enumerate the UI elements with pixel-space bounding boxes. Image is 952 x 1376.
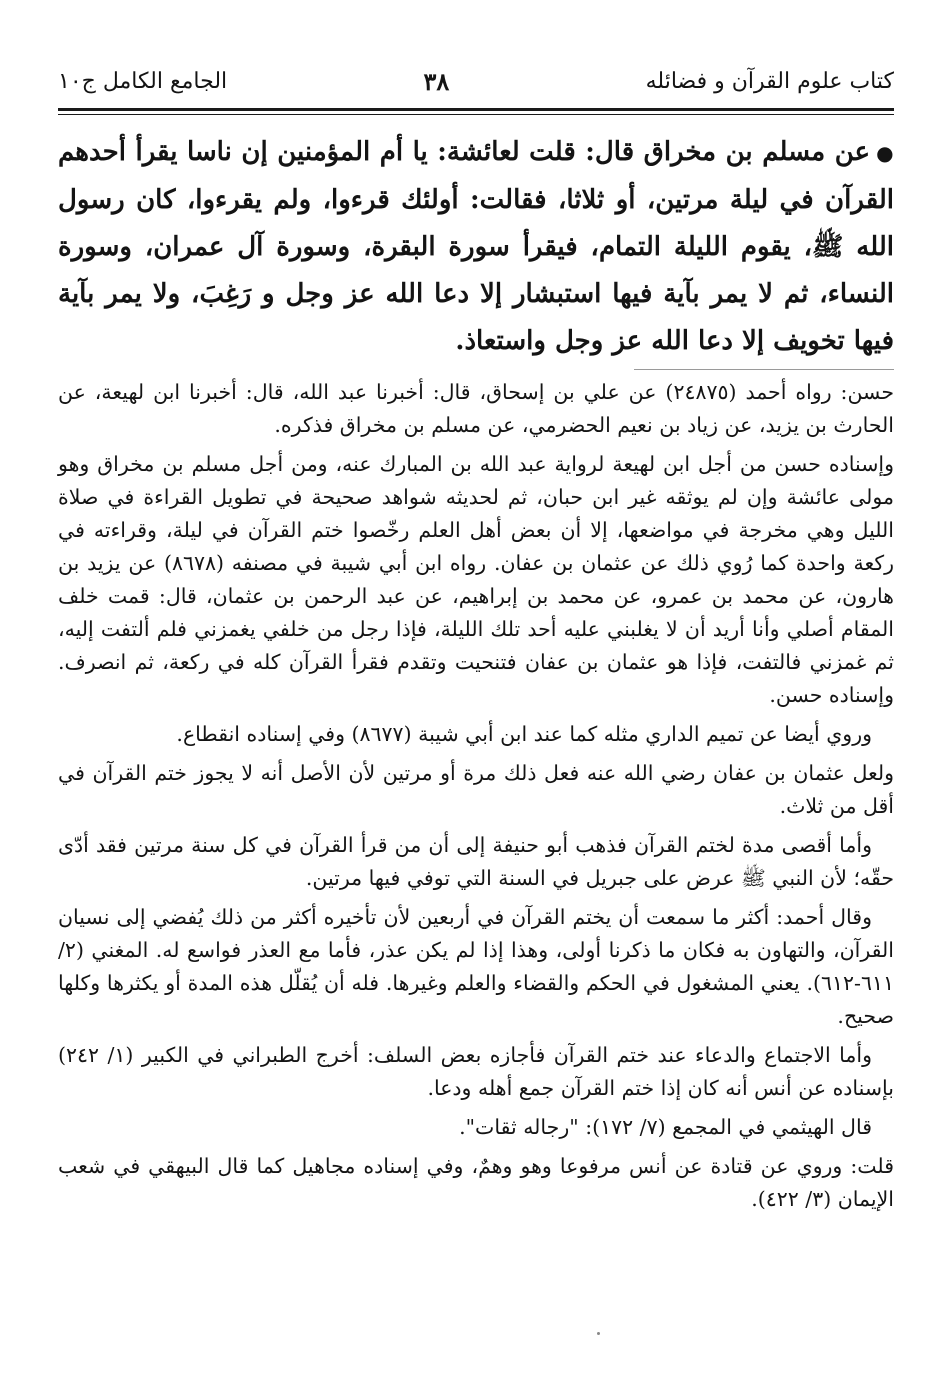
volume-title: الجامع الكامل ج١٠ [58,69,228,94]
page-number: ٣٨ [423,67,450,96]
commentary-paragraph: وإسناده حسن من أجل ابن لهيعة لرواية عبد الله بن المبارك عنه، ومن أجل مسلم بن مخراق وهو مولى عائشة وإن لم يوثقه غير ابن حبان، ثم لحديثه شواهد صحيحة في تطويل القراءة في صلاة الليل وهي مخرجة في مواضعها، إلا أن بعض أهل العلم رخّصوا ختم القرآن في ليلة، وقراءته في ركعة واحدة كما رُوي ذلك عن عثمان بن عفان. رواه ابن أبي شيبة في مصنفه (٨٦٧٨) عن يزيد بن هارون، عن محمد بن عمرو، عن محمد بن إبراهيم، عن عبد الرحمن بن عثمان، قال: قمت خلف المقام أصلي وأنا أريد أن لا يغلبني عليه أحد تلك الليلة، فإذا رجل من خلفي يغمزني فلم ألتفت إليه، ثم غمزني فالتفت، فإذا هو عثمان بن عفان فتنحيت وتقدم فقرأ القرآن كله في ركعة، ثم انصرف. وإسناده حسن. [58,452,894,707]
bullet-icon: ● [876,141,894,165]
commentary-separator [634,369,894,370]
header-rule-thin [58,114,894,115]
commentary-paragraph: وأما الاجتماع والدعاء عند ختم القرآن فأجازه بعض السلف: أخرج الطبراني في الكبير (١/ ٢٤٢) بإسناده عن أنس أنه كان إذا ختم القرآن جمع أهله ودعا. [58,1043,894,1100]
commentary-paragraph: ولعل عثمان بن عفان رضي الله عنه فعل ذلك مرة أو مرتين لأن الأصل أنه لا يجوز ختم القرآن في أقل من ثلاث. [58,761,894,818]
commentary-paragraph: قلت: وروي عن قتادة عن أنس مرفوعا وهو وهمٌ، وفي إسناده مجاهيل كما قال البيهقي في شعب الإيمان (٣/ ٤٢٢). [58,1154,894,1211]
commentary-paragraph: وأما أقصى مدة لختم القرآن فذهب أبو حنيفة إلى أن من قرأ القرآن في كل سنة مرتين فقد أدّى حقّه؛ لأن النبي ﷺ عرض على جبريل في السنة التي توفي فيها مرتين. [58,833,894,890]
hadith-text [58,129,894,365]
header-rule-thick [58,108,894,111]
book-title: كتاب علوم القرآن و فضائله [645,69,894,94]
commentary-paragraph: وقال أحمد: أكثر ما سمعت أن يختم القرآن في أربعين لأن تأخيره أكثر من ذلك يُفضي إلى نسيان القرآن، والتهاون به فكان ما ذكرنا أولى، وهذا إذا لم يكن عذر، فأما مع العذر فواسع له. المغني (٢/ ٦١١-٦١٢). يعني المشغول في الحكم والقضاء والعلم وغيرها. فله أن يُقلّل هذه المدة أو يكثرها وكلها صحيح. [58,905,894,1028]
hadith-body: عن مسلم بن مخراق قال: قلت لعائشة: يا أم المؤمنين إن ناسا يقرأ أحدهم القرآن في ليلة مرتين، أو ثلاثا، فقالت: أولئك قرءوا، ولم يقرءوا، كان رسول الله ﷺ، يقوم الليلة التمام، فيقرأ سورة البقرة، وسورة آل عمران، وسورة النساء، ثم لا يمر بآية فيها استبشار إلا دعا الله عز وجل و رَغِبَ، ولا يمر بآية فيها تخويف إلا دعا الله عز وجل واستعاذ. [58,137,894,356]
page-speck [597,1332,600,1335]
commentary-paragraph: وروي أيضا عن تميم الداري مثله كما عند ابن أبي شيبة (٨٦٧٧) وفي إسناده انقطاع. [176,722,872,746]
commentary-paragraph: حسن: رواه أحمد (٢٤٨٧٥) عن علي بن إسحاق، قال: أخبرنا عبد الله، قال: أخبرنا ابن لهيعة، عن الحارث بن يزيد، عن زياد بن نعيم الحضرمي، عن مسلم بن مخراق فذكره. [58,380,895,437]
commentary-paragraph: قال الهيثمي في المجمع (٧/ ١٧٢): "رجاله ثقات". [459,1115,872,1139]
page-header [58,62,894,102]
